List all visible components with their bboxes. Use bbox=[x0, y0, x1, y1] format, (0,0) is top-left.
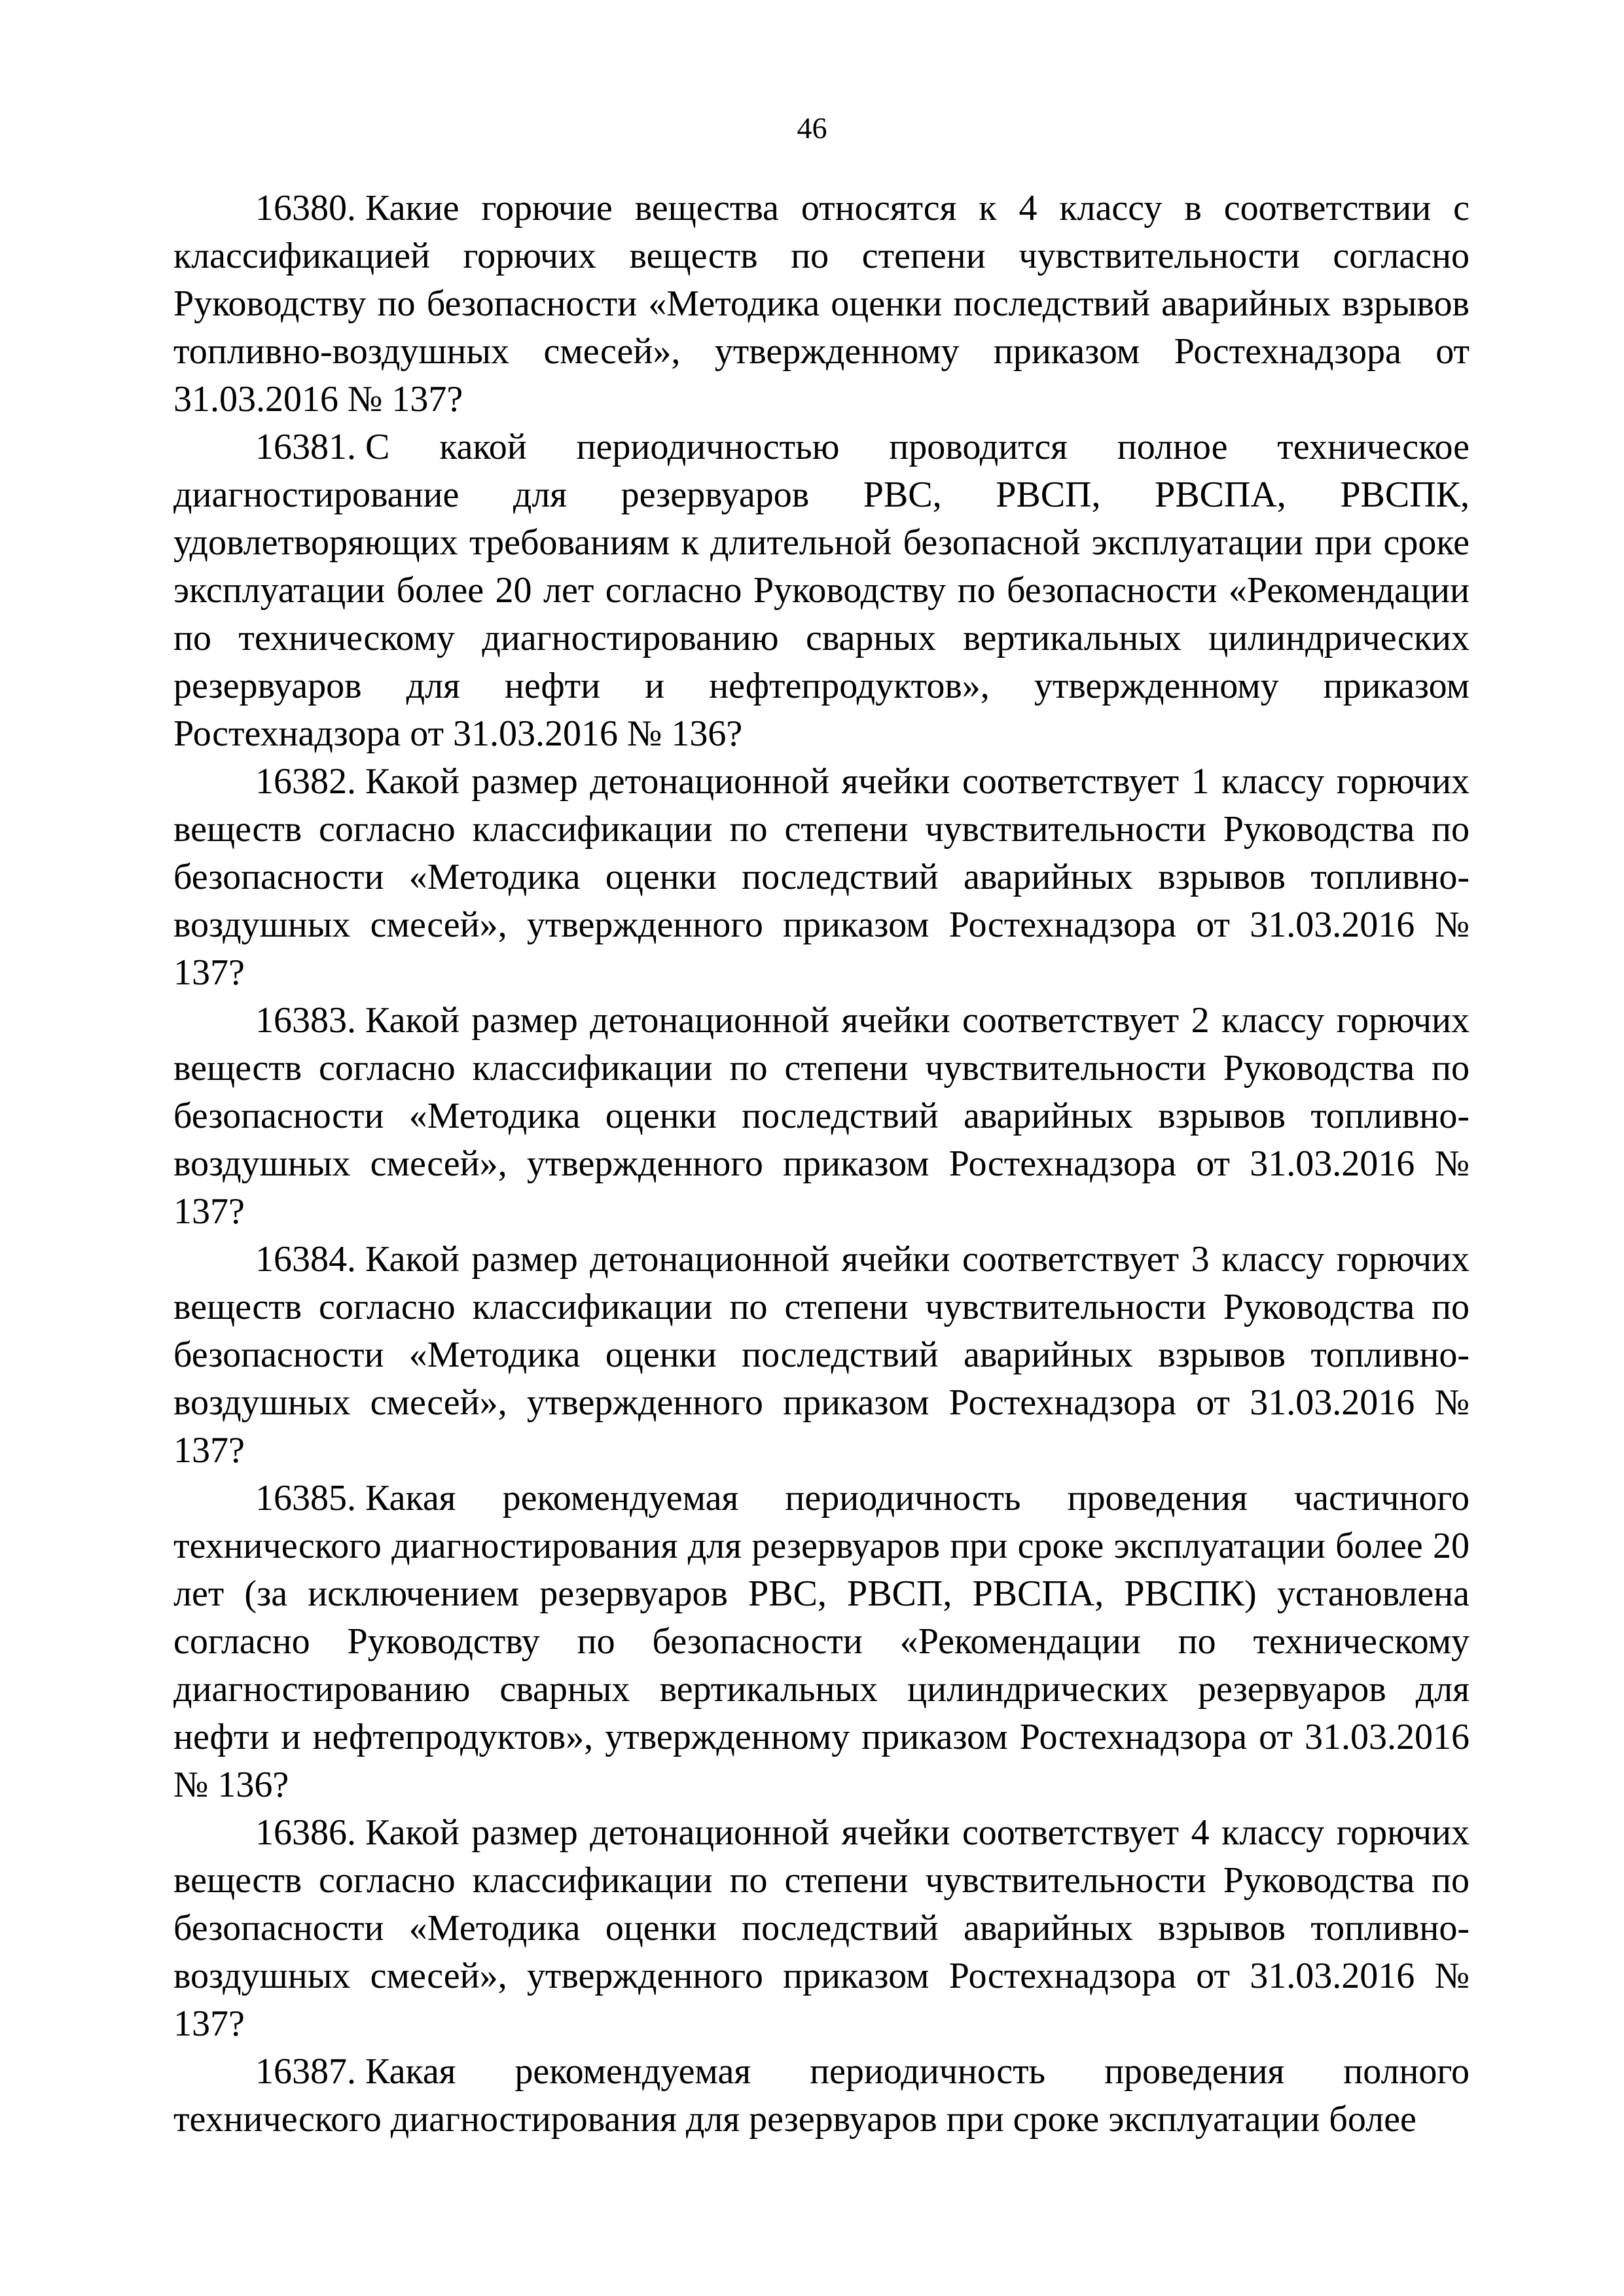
question-16386 bbox=[173, 1809, 1470, 2048]
question-list bbox=[173, 185, 1470, 2144]
question-text: Какая рекомендуемая периодичность проведения частичного технического диагностирования для резервуаров при сроке эксплуатации более 20 лет (за исключением резервуаров РВС, РВСП, РВСПА, РВСПК) установлена согласно Руководству по безопасности «Рекомендации по техническому диагностированию сварных вертикальных цилиндрических резервуаров для нефти и нефтепродуктов», утвержденному приказом Ростехнадзора от 31.03.2016 № 136? bbox=[173, 1478, 1470, 1805]
question-text: Какой размер детонационной ячейки соответствует 4 классу горючих веществ согласно классификации по степени чувствительности Руководства по безопасности «Методика оценки последствий аварийных взрывов топливно-воздушных смесей», утвержденного приказом Ростехнадзора от 31.03.2016 № 137? bbox=[173, 1812, 1470, 2044]
question-text: Какой размер детонационной ячейки соответствует 3 классу горючих веществ согласно классификации по степени чувствительности Руководства по безопасности «Методика оценки последствий аварийных взрывов топливно-воздушных смесей», утвержденного приказом Ростехнадзора от 31.03.2016 № 137? bbox=[173, 1239, 1470, 1471]
question-number: 16386. bbox=[255, 1812, 356, 1853]
question-text: Какая рекомендуемая периодичность проведения полного технического диагностирования для резервуаров при сроке эксплуатации более bbox=[173, 2051, 1470, 2140]
question-text: Какой размер детонационной ячейки соответствует 1 классу горючих веществ согласно классификации по степени чувствительности Руководства по безопасности «Методика оценки последствий аварийных взрывов топливно-воздушных смесей», утвержденного приказом Ростехнадзора от 31.03.2016 № 137? bbox=[173, 761, 1470, 993]
question-16381 bbox=[173, 423, 1470, 758]
page-number: 46 bbox=[797, 111, 827, 145]
question-text: Какие горючие вещества относятся к 4 классу в соответствии с классификацией горючих веществ по степени чувствительности согласно Руководству по безопасности «Методика оценки последствий аварийных взрывов топливно-воздушных смесей», утвержденному приказом Ростехнадзора от 31.03.2016 № 137? bbox=[173, 188, 1470, 420]
question-16383 bbox=[173, 997, 1470, 1236]
question-number: 16385. bbox=[255, 1478, 356, 1518]
question-16387 bbox=[173, 2048, 1470, 2144]
question-16382 bbox=[173, 758, 1470, 997]
question-number: 16380. bbox=[255, 188, 356, 228]
question-16380 bbox=[173, 185, 1470, 423]
question-16385 bbox=[173, 1475, 1470, 1809]
question-number: 16382. bbox=[255, 761, 356, 802]
question-16384 bbox=[173, 1236, 1470, 1475]
question-text: С какой периодичностью проводится полное техническое диагностирование для резервуаров РВС, РВСП, РВСПА, РВСПК, удовлетворяющих требованиям к длительной безопасной эксплуатации при сроке эксплуатации более 20 лет согласно Руководству по безопасности «Рекомендации по техническому диагностированию сварных вертикальных цилиндрических резервуаров для нефти и нефтепродуктов», утвержденному приказом Ростехнадзора от 31.03.2016 № 136? bbox=[173, 427, 1470, 754]
question-number: 16381. bbox=[255, 427, 356, 467]
question-number: 16384. bbox=[255, 1239, 356, 1280]
question-text: Какой размер детонационной ячейки соответствует 2 классу горючих веществ согласно классификации по степени чувствительности Руководства по безопасности «Методика оценки последствий аварийных взрывов топливно-воздушных смесей», утвержденного приказом Ростехнадзора от 31.03.2016 № 137? bbox=[173, 1000, 1470, 1232]
question-number: 16383. bbox=[255, 1000, 356, 1041]
question-number: 16387. bbox=[255, 2051, 356, 2092]
